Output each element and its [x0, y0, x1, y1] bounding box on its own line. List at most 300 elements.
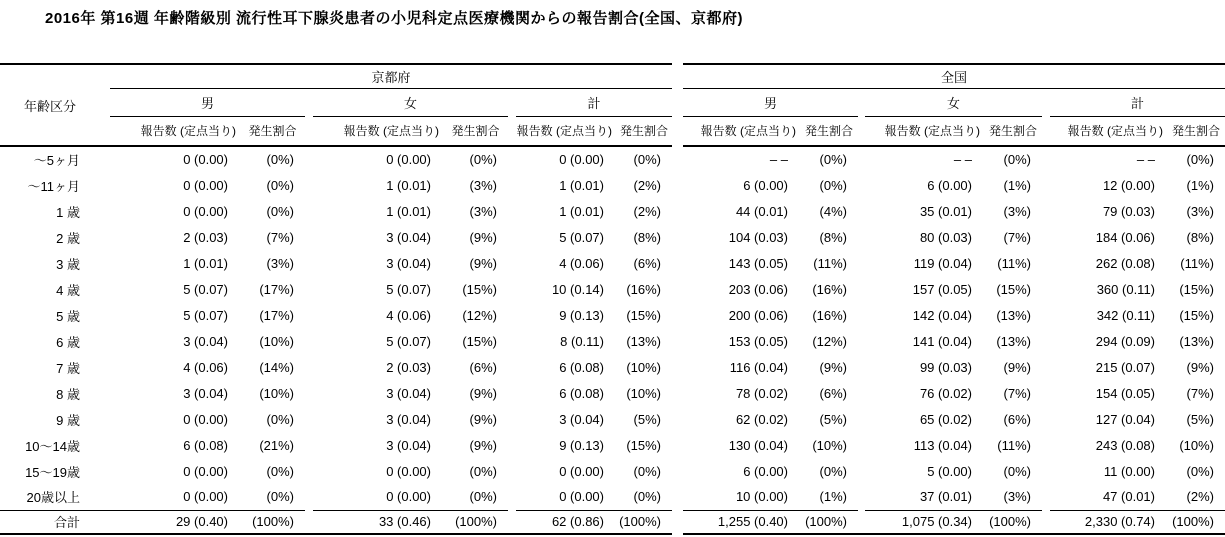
- table-cell: (13%): [996, 333, 1031, 349]
- table-cell: (9%): [1003, 359, 1031, 375]
- table-cell: 0 (0.00): [183, 463, 228, 479]
- table-cell: 2 (0.03): [386, 359, 431, 375]
- data-row: [683, 406, 1225, 432]
- national-table-body: [683, 146, 1225, 534]
- column-gap: [508, 88, 516, 116]
- table-cell: (5%): [819, 411, 847, 427]
- table-cell: 99 (0.03): [919, 359, 972, 375]
- table-cell: 104 (0.03): [728, 229, 788, 245]
- table-cell: (4%): [819, 203, 847, 219]
- table-cell: (2%): [633, 177, 661, 193]
- section-header-row: [0, 64, 672, 88]
- total-row: [0, 510, 672, 534]
- table-cell: (8%): [1186, 229, 1214, 245]
- column-gap: [508, 328, 516, 354]
- sex-column-header: 女: [865, 88, 1042, 116]
- table-cell: (3%): [469, 177, 497, 193]
- table-cell: (10%): [259, 333, 294, 349]
- section-header-kyoto: 京都府: [110, 64, 672, 88]
- age-cell: 3 歳: [56, 256, 80, 272]
- table-cell: 1 (0.01): [386, 203, 431, 219]
- column-gap: [305, 88, 313, 116]
- column-gap: [305, 250, 313, 276]
- table-cell: (15%): [996, 281, 1031, 297]
- column-gap: [305, 354, 313, 380]
- report-table: [0, 63, 1225, 535]
- table-cell: 0 (0.00): [183, 489, 228, 505]
- table-cell: 3 (0.04): [183, 385, 228, 401]
- table-cell: (1%): [1186, 177, 1214, 193]
- table-cell: (9%): [1186, 359, 1214, 375]
- table-cell: 0 (0.00): [183, 177, 228, 193]
- data-row: [0, 302, 672, 328]
- age-cell: 4 歳: [56, 282, 80, 298]
- table-cell: 141 (0.04): [912, 333, 972, 349]
- table-cell: (0%): [266, 411, 294, 427]
- table-cell: 184 (0.06): [1095, 229, 1155, 245]
- table-cell: (10%): [626, 359, 661, 375]
- table-cell: (16%): [812, 281, 847, 297]
- column-gap: [858, 198, 865, 224]
- table-cell: 0 (0.00): [559, 152, 604, 167]
- column-gap: [305, 328, 313, 354]
- subheader-row: [683, 116, 1225, 146]
- table-cell: 3 (0.04): [386, 229, 431, 245]
- table-cell: 130 (0.04): [728, 437, 788, 453]
- table-cell: (0%): [266, 152, 294, 167]
- column-gap: [858, 250, 865, 276]
- table-cell: 5 (0.07): [183, 307, 228, 323]
- table-cell: 5 (0.07): [559, 229, 604, 245]
- table-cell: (10%): [259, 385, 294, 401]
- table-cell: 6 (0.00): [743, 463, 788, 479]
- sex-column-header: 計: [516, 88, 672, 116]
- table-cell: (11%): [997, 437, 1031, 453]
- table-cell: (9%): [469, 229, 497, 245]
- table-cell: 4 (0.06): [183, 359, 228, 375]
- age-cell: 10～14歳: [25, 438, 80, 454]
- age-cell: 9 歳: [56, 412, 80, 428]
- count-subheader: 報告数 (定点当り): [516, 116, 616, 146]
- table-cell: (17%): [259, 307, 294, 323]
- table-cell: 1 (0.01): [559, 177, 604, 193]
- table-cell: – –: [1136, 152, 1155, 167]
- table-cell: 4 (0.06): [559, 255, 604, 271]
- rate-subheader: 発生割合: [800, 116, 858, 146]
- table-cell: (10%): [626, 385, 661, 401]
- data-row: [683, 302, 1225, 328]
- table-cell: 79 (0.03): [1102, 203, 1155, 219]
- column-gap: [305, 116, 313, 146]
- table-cell: (13%): [996, 307, 1031, 323]
- table-cell: (12%): [812, 333, 847, 349]
- table-cell: 0 (0.00): [386, 463, 431, 479]
- table-cell: 116 (0.04): [729, 359, 788, 375]
- table-cell: 119 (0.04): [913, 255, 972, 271]
- count-subheader: 報告数 (定点当り): [110, 116, 240, 146]
- column-gap: [508, 484, 516, 510]
- table-cell: (0%): [819, 463, 847, 479]
- table-cell: (10%): [812, 437, 847, 453]
- table-cell: 0 (0.00): [559, 489, 604, 505]
- data-row: [0, 276, 672, 302]
- table-cell: (0%): [819, 152, 847, 167]
- total-row: [683, 510, 1225, 534]
- table-cell: (0%): [1003, 152, 1031, 167]
- column-gap: [858, 380, 865, 406]
- national-table: [683, 63, 1225, 535]
- table-cell: (6%): [1003, 411, 1031, 427]
- table-cell: (9%): [469, 255, 497, 271]
- age-cell: 8 歳: [56, 386, 80, 402]
- table-cell: 1 (0.01): [559, 203, 604, 219]
- table-cell: 78 (0.02): [735, 385, 788, 401]
- column-gap: [508, 276, 516, 302]
- table-cell: (12%): [462, 307, 497, 323]
- table-cell: (100%): [800, 510, 858, 534]
- table-cell: (9%): [469, 437, 497, 453]
- column-gap: [305, 198, 313, 224]
- table-cell: 29 (0.40): [110, 510, 240, 534]
- page-title: 2016年 第16週 年齢階級別 流行性耳下腺炎患者の小児科定点医療機関からの報告割合(全国、京都府): [45, 10, 744, 27]
- table-cell: 0 (0.00): [386, 489, 431, 505]
- table-cell: (1%): [1003, 177, 1031, 193]
- table-cell: 37 (0.01): [919, 489, 972, 505]
- table-cell: (3%): [1186, 203, 1214, 219]
- table-cell: (15%): [462, 333, 497, 349]
- age-cell: 5 歳: [56, 308, 80, 324]
- data-row: [683, 432, 1225, 458]
- data-row: [0, 328, 672, 354]
- table-cell: 154 (0.05): [1095, 385, 1155, 401]
- table-cell: (11%): [1180, 255, 1214, 271]
- table-cell: 262 (0.08): [1095, 255, 1155, 271]
- age-cell: 15～19歳: [25, 464, 80, 480]
- rate-subheader: 発生割合: [240, 116, 305, 146]
- table-cell: 294 (0.09): [1095, 333, 1155, 349]
- table-cell: 5 (0.07): [386, 281, 431, 297]
- table-cell: 3 (0.04): [559, 411, 604, 427]
- column-gap: [305, 432, 313, 458]
- table-cell: 243 (0.08): [1095, 437, 1155, 453]
- column-gap: [1042, 432, 1050, 458]
- table-cell: 3 (0.04): [183, 333, 228, 349]
- table-cell: 5 (0.07): [183, 281, 228, 297]
- column-gap: [1042, 276, 1050, 302]
- column-gap: [1042, 458, 1050, 484]
- table-cell: – –: [953, 152, 972, 167]
- table-cell: (2%): [633, 203, 661, 219]
- data-row: [683, 458, 1225, 484]
- table-cell: (16%): [626, 281, 661, 297]
- table-cell: (0%): [266, 463, 294, 479]
- table-cell: 80 (0.03): [919, 229, 972, 245]
- table-cell: 1 (0.01): [386, 177, 431, 193]
- column-gap: [1042, 302, 1050, 328]
- table-cell: (15%): [626, 437, 661, 453]
- column-gap: [305, 302, 313, 328]
- table-cell: 5 (0.00): [927, 463, 972, 479]
- column-gap: [305, 406, 313, 432]
- table-cell: 44 (0.01): [735, 203, 788, 219]
- sex-column-header: 計: [1050, 88, 1225, 116]
- table-cell: 6 (0.08): [183, 437, 228, 453]
- table-cell: 10 (0.00): [735, 489, 788, 505]
- table-cell: 0 (0.00): [183, 411, 228, 427]
- table-cell: (3%): [1003, 489, 1031, 505]
- column-gap: [858, 510, 865, 534]
- table-cell: (100%): [616, 510, 672, 534]
- age-cell: ～5ヶ月: [33, 153, 80, 168]
- table-cell: 203 (0.06): [728, 281, 788, 297]
- column-gap: [858, 328, 865, 354]
- column-gap: [1042, 380, 1050, 406]
- column-gap: [1042, 484, 1050, 510]
- data-row: [0, 406, 672, 432]
- column-gap: [305, 380, 313, 406]
- table-cell: 1 (0.01): [183, 255, 228, 271]
- column-gap: [305, 276, 313, 302]
- data-row: [0, 354, 672, 380]
- column-gap: [508, 250, 516, 276]
- table-cell: (15%): [626, 307, 661, 323]
- table-cell: (0%): [266, 489, 294, 505]
- age-cell: 7 歳: [56, 360, 80, 376]
- table-cell: (100%): [443, 510, 508, 534]
- data-row: [0, 380, 672, 406]
- table-cell: (0%): [633, 463, 661, 479]
- column-gap: [305, 458, 313, 484]
- rate-subheader: 発生割合: [1167, 116, 1225, 146]
- table-cell: 65 (0.02): [919, 411, 972, 427]
- age-column-header: 年齢区分: [0, 64, 110, 146]
- table-cell: (3%): [469, 203, 497, 219]
- table-cell: 113 (0.04): [913, 437, 972, 453]
- table-cell: – –: [769, 152, 788, 167]
- table-cell: 6 (0.00): [743, 177, 788, 193]
- table-cell: 1,255 (0.40): [683, 510, 800, 534]
- table-cell: (6%): [633, 255, 661, 271]
- table-cell: (21%): [259, 437, 294, 453]
- age-cell: 20歳以上: [26, 490, 80, 506]
- table-cell: (7%): [1003, 385, 1031, 401]
- table-cell: (3%): [266, 255, 294, 271]
- column-gap: [1042, 328, 1050, 354]
- column-gap: [858, 224, 865, 250]
- table-cell: (0%): [633, 152, 661, 167]
- table-cell: 2,330 (0.74): [1050, 510, 1167, 534]
- column-gap: [1042, 510, 1050, 534]
- table-cell: (15%): [462, 281, 497, 297]
- column-gap: [508, 172, 516, 198]
- table-cell: (100%): [984, 510, 1042, 534]
- column-gap: [508, 224, 516, 250]
- table-cell: 5 (0.07): [386, 333, 431, 349]
- table-cell: 3 (0.04): [386, 385, 431, 401]
- column-gap: [508, 380, 516, 406]
- table-cell: (6%): [469, 359, 497, 375]
- rate-subheader: 発生割合: [984, 116, 1042, 146]
- data-row: [0, 458, 672, 484]
- data-row: [683, 146, 1225, 172]
- column-gap: [305, 484, 313, 510]
- data-row: [683, 354, 1225, 380]
- column-gap: [858, 172, 865, 198]
- column-gap: [508, 458, 516, 484]
- table-cell: (5%): [1186, 411, 1214, 427]
- table-cell: (8%): [819, 229, 847, 245]
- age-cell: 合計: [0, 510, 110, 534]
- table-cell: (0%): [469, 463, 497, 479]
- data-row: [683, 224, 1225, 250]
- table-cell: 143 (0.05): [728, 255, 788, 271]
- column-gap: [1042, 198, 1050, 224]
- table-cell: (10%): [1179, 437, 1214, 453]
- table-cell: 6 (0.00): [927, 177, 972, 193]
- data-row: [683, 250, 1225, 276]
- table-cell: (0%): [469, 489, 497, 505]
- table-cell: 142 (0.04): [912, 307, 972, 323]
- table-cell: 62 (0.86): [516, 510, 616, 534]
- sex-column-header: 女: [313, 88, 508, 116]
- table-cell: (0%): [633, 489, 661, 505]
- column-gap: [1042, 116, 1050, 146]
- count-subheader: 報告数 (定点当り): [683, 116, 800, 146]
- column-gap: [1042, 146, 1050, 172]
- count-subheader: 報告数 (定点当り): [865, 116, 984, 146]
- column-gap: [1042, 406, 1050, 432]
- table-cell: (13%): [626, 333, 661, 349]
- table-cell: (7%): [1186, 385, 1214, 401]
- table-cell: (16%): [812, 307, 847, 323]
- table-cell: 3 (0.04): [386, 411, 431, 427]
- table-cell: 3 (0.04): [386, 255, 431, 271]
- column-gap: [1042, 224, 1050, 250]
- table-cell: 200 (0.06): [728, 307, 788, 323]
- table-cell: (0%): [469, 152, 497, 167]
- column-gap: [305, 146, 313, 172]
- data-row: [683, 328, 1225, 354]
- table-cell: 360 (0.11): [1096, 281, 1155, 297]
- table-cell: (11%): [997, 255, 1031, 271]
- age-cell: 2 歳: [56, 230, 80, 246]
- table-cell: (7%): [266, 229, 294, 245]
- table-cell: (9%): [469, 385, 497, 401]
- column-gap: [508, 302, 516, 328]
- table-cell: 2 (0.03): [183, 229, 228, 245]
- column-gap: [858, 88, 865, 116]
- table-cell: (0%): [266, 203, 294, 219]
- table-cell: 0 (0.00): [559, 463, 604, 479]
- age-cell: 6 歳: [56, 334, 80, 350]
- table-cell: 11 (0.00): [1103, 463, 1155, 479]
- data-row: [683, 276, 1225, 302]
- column-gap: [508, 406, 516, 432]
- table-cell: (100%): [240, 510, 305, 534]
- data-row: [683, 198, 1225, 224]
- section-header-row: [683, 64, 1225, 88]
- column-gap: [1042, 354, 1050, 380]
- table-cell: 9 (0.13): [559, 307, 604, 323]
- table-cell: (0%): [266, 177, 294, 193]
- column-gap: [508, 354, 516, 380]
- data-row: [0, 250, 672, 276]
- table-cell: (14%): [259, 359, 294, 375]
- table-cell: (0%): [1186, 463, 1214, 479]
- column-gap: [508, 510, 516, 534]
- table-cell: 35 (0.01): [919, 203, 972, 219]
- table-cell: 127 (0.04): [1095, 411, 1155, 427]
- table-cell: 0 (0.00): [386, 152, 431, 167]
- column-gap: [1042, 250, 1050, 276]
- column-gap: [1042, 172, 1050, 198]
- data-row: [0, 432, 672, 458]
- table-cell: (17%): [259, 281, 294, 297]
- table-cell: 157 (0.05): [912, 281, 972, 297]
- table-cell: (1%): [819, 489, 847, 505]
- data-row: [0, 198, 672, 224]
- column-gap: [858, 276, 865, 302]
- table-cell: (0%): [1003, 463, 1031, 479]
- table-cell: 8 (0.11): [560, 333, 604, 349]
- table-cell: 1,075 (0.34): [865, 510, 984, 534]
- data-row: [0, 484, 672, 510]
- column-gap: [858, 406, 865, 432]
- sex-column-header: 男: [110, 88, 305, 116]
- table-cell: 10 (0.14): [551, 281, 604, 297]
- data-row: [0, 146, 672, 172]
- table-cell: 342 (0.11): [1096, 307, 1155, 323]
- table-cell: 4 (0.06): [386, 307, 431, 323]
- table-cell: 12 (0.00): [1102, 177, 1155, 193]
- table-cell: (3%): [1003, 203, 1031, 219]
- table-cell: (13%): [1179, 333, 1214, 349]
- data-row: [683, 484, 1225, 510]
- sex-header-row: [683, 88, 1225, 116]
- table-cell: (5%): [633, 411, 661, 427]
- table-cell: 62 (0.02): [735, 411, 788, 427]
- column-gap: [1042, 88, 1050, 116]
- table-cell: 153 (0.05): [728, 333, 788, 349]
- column-gap: [858, 458, 865, 484]
- data-row: [0, 172, 672, 198]
- table-cell: 9 (0.13): [559, 437, 604, 453]
- table-cell: 47 (0.01): [1102, 489, 1155, 505]
- sex-column-header: 男: [683, 88, 858, 116]
- column-gap: [508, 432, 516, 458]
- table-cell: 0 (0.00): [183, 203, 228, 219]
- column-gap: [858, 116, 865, 146]
- column-gap: [858, 432, 865, 458]
- column-gap: [858, 302, 865, 328]
- table-cell: (6%): [819, 385, 847, 401]
- data-row: [683, 172, 1225, 198]
- age-cell: ～11ヶ月: [27, 178, 80, 194]
- table-cell: 0 (0.00): [183, 152, 228, 167]
- column-gap: [305, 510, 313, 534]
- table-cell: 6 (0.08): [559, 385, 604, 401]
- table-cell: (9%): [819, 359, 847, 375]
- table-cell: 33 (0.46): [313, 510, 443, 534]
- column-gap: [508, 198, 516, 224]
- column-gap: [508, 146, 516, 172]
- column-gap: [305, 172, 313, 198]
- column-gap: [858, 484, 865, 510]
- data-row: [0, 224, 672, 250]
- table-cell: (0%): [1186, 152, 1214, 167]
- rate-subheader: 発生割合: [443, 116, 508, 146]
- count-subheader: 報告数 (定点当り): [313, 116, 443, 146]
